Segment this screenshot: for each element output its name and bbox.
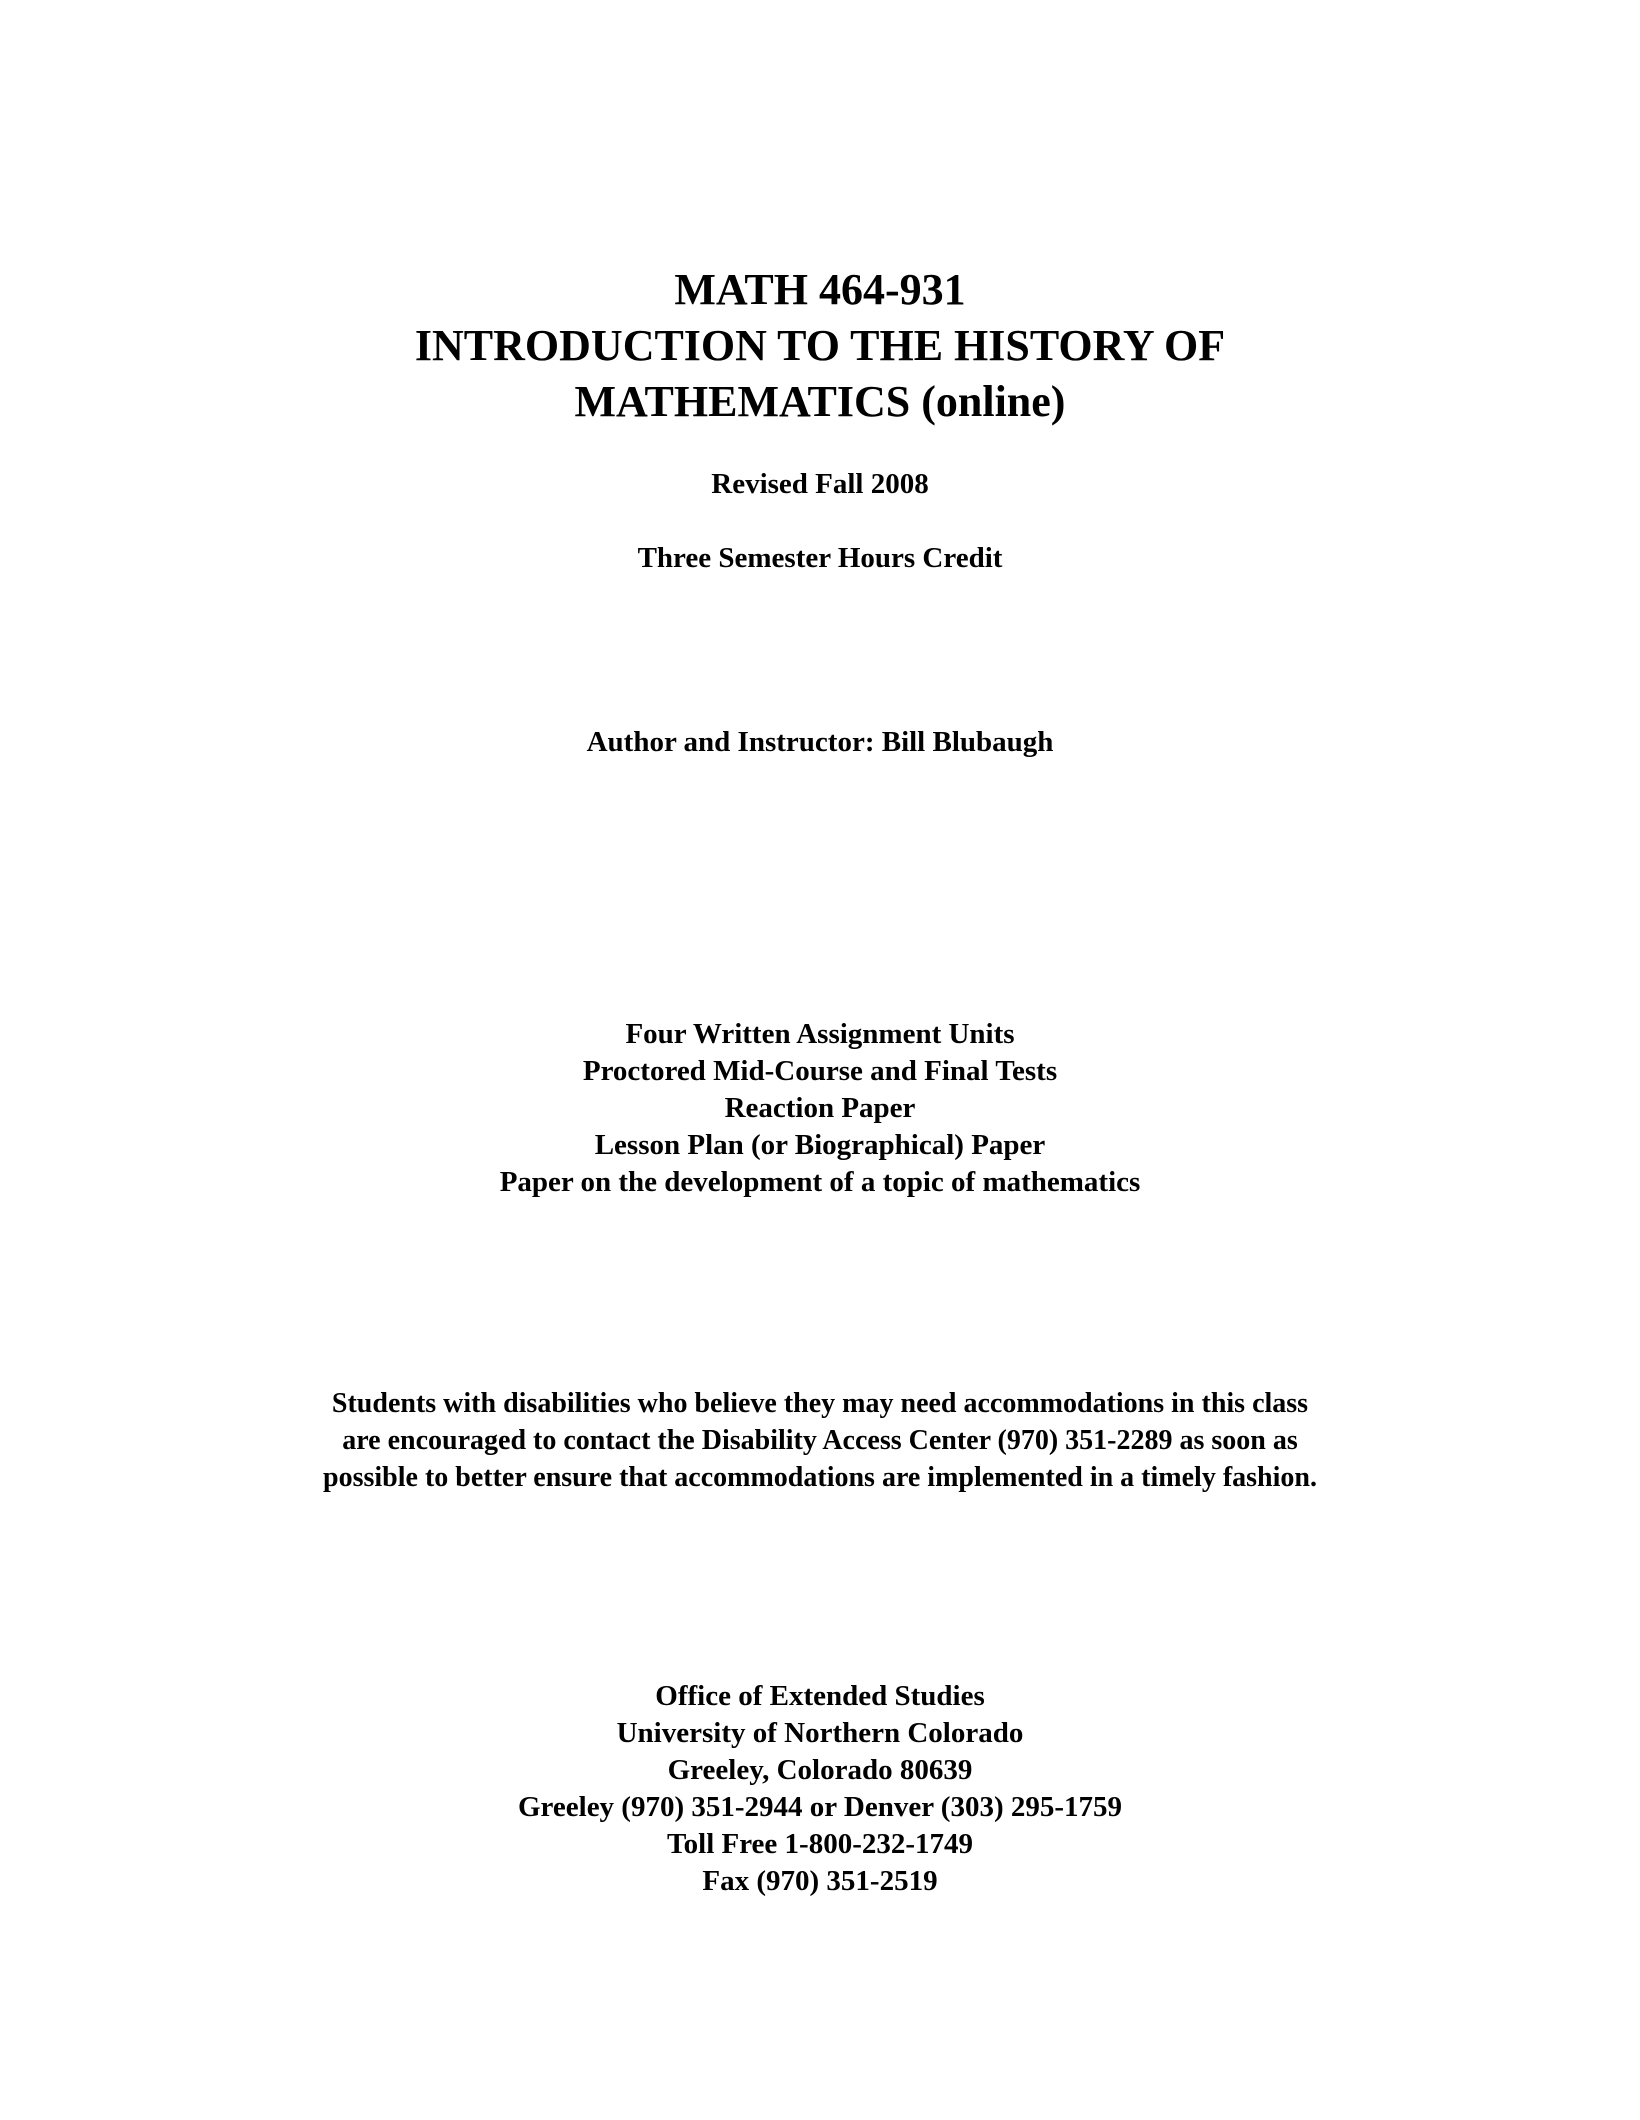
- credit-hours: Three Semester Hours Credit: [637, 542, 1003, 574]
- office-name: Office of Extended Studies: [655, 1680, 985, 1712]
- office-address: Greeley, Colorado 80639: [667, 1754, 973, 1786]
- requirement-item: Four Written Assignment Units: [625, 1018, 1015, 1050]
- office-fax: Fax (970) 351-2519: [702, 1865, 938, 1897]
- disability-notice-line: possible to better ensure that accommodations are implemented in a timely fashion.: [323, 1462, 1317, 1493]
- office-toll-free: Toll Free 1-800-232-1749: [666, 1828, 974, 1860]
- requirement-item: Proctored Mid-Course and Final Tests: [582, 1055, 1058, 1087]
- course-requirements: [0, 1016, 1640, 1201]
- disability-notice: [0, 1385, 1640, 1496]
- university-name: University of Northern Colorado: [616, 1717, 1024, 1749]
- course-title-line-2: MATHEMATICS (online): [574, 377, 1066, 426]
- office-phone: Greeley (970) 351-2944 or Denver (303) 295-1759: [517, 1791, 1123, 1823]
- disability-notice-line: Students with disabilities who believe they may need accommodations in this class: [331, 1388, 1309, 1419]
- author-instructor: Author and Instructor: Bill Blubaugh: [586, 726, 1054, 758]
- course-code: MATH 464-931: [674, 265, 966, 314]
- requirement-item: Lesson Plan (or Biographical) Paper: [594, 1129, 1046, 1161]
- revision-note: Revised Fall 2008: [711, 468, 929, 500]
- course-title-block: [0, 262, 1640, 430]
- requirement-item: Paper on the development of a topic of mathematics: [499, 1166, 1141, 1198]
- course-title-line-1: INTRODUCTION TO THE HISTORY OF: [414, 321, 1226, 370]
- office-contact: [0, 1678, 1640, 1900]
- disability-notice-line: are encouraged to contact the Disability Access Center (970) 351-2289 as soon as: [342, 1425, 1298, 1456]
- requirement-item: Reaction Paper: [724, 1092, 916, 1124]
